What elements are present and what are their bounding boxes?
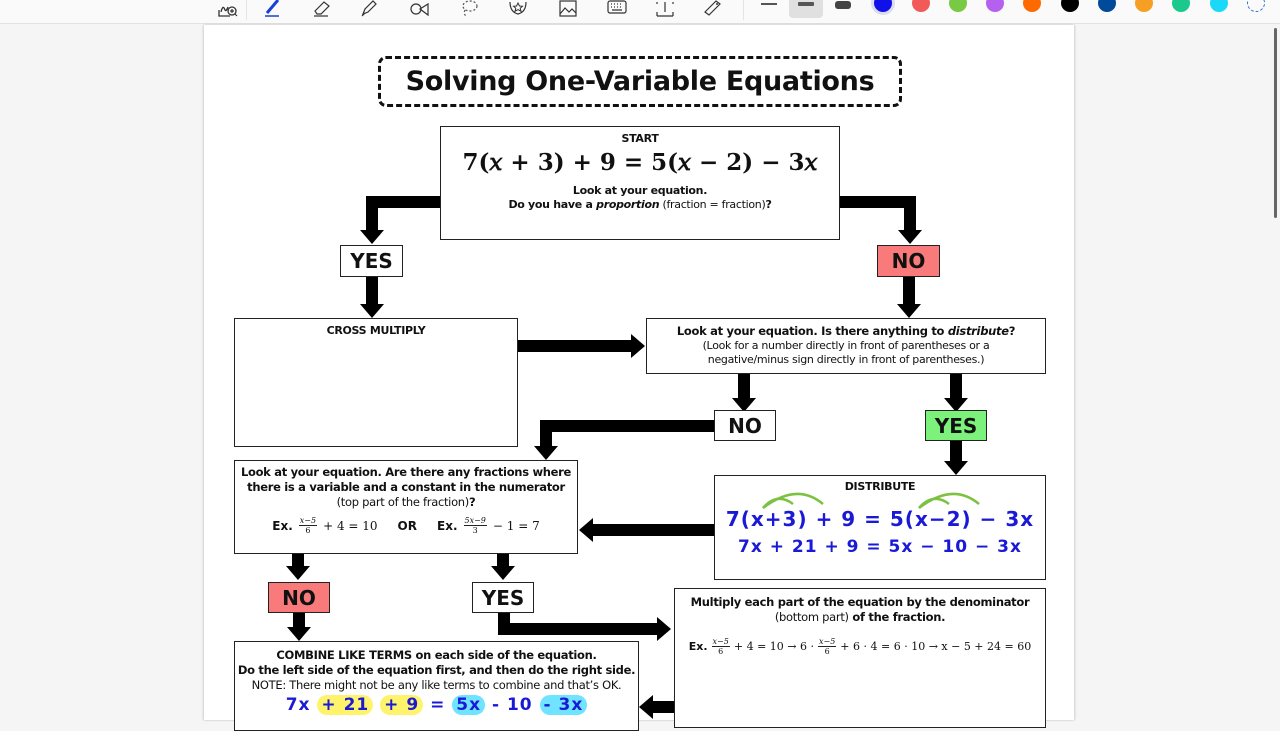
custom-color-picker-icon[interactable]: [1247, 0, 1265, 12]
connector: [540, 420, 552, 448]
fractions-examples: Ex. $\frac{x-5}{6}$ + 4 = 10 OR Ex. $\frac{5x-9}{3}$ − 1 = 7: [272, 516, 540, 535]
color-cyan[interactable]: [1210, 0, 1228, 12]
arrow-down-icon: [898, 230, 922, 244]
fractions-question-line3: (top part of the fraction)?: [336, 495, 476, 509]
connector: [498, 623, 658, 635]
multiply-line2: (bottom part) of the fraction.: [774, 610, 946, 624]
text-box-icon: [655, 0, 675, 18]
stroke-medium[interactable]: [789, 0, 823, 18]
arrow-down-icon: [360, 304, 384, 318]
keyboard-tool[interactable]: [606, 0, 628, 18]
color-red[interactable]: [912, 0, 930, 12]
arrow-left-icon: [579, 518, 593, 542]
eraser-icon: [312, 0, 332, 18]
distribute-handwritten-line1: 7(x+3) + 9 = 5(x−2) − 3x: [725, 507, 1035, 531]
fractions-question-line2: there is a variable and a constant in the numerator: [247, 480, 565, 494]
laser-pointer-tool[interactable]: [701, 0, 723, 18]
pen-tool[interactable]: [262, 0, 284, 18]
connector: [366, 196, 378, 232]
highlight-variable: 5x: [452, 695, 485, 715]
annotation-toolbar: [0, 0, 1280, 24]
fraction: $\frac{x-5}{6}$: [299, 516, 317, 535]
arrow-down-icon: [491, 566, 515, 580]
fractions-question-line1: Look at your equation. Are there any fractions where: [240, 465, 572, 479]
arrow-right-icon: [631, 334, 645, 358]
connector: [903, 277, 915, 305]
zoom-lasso-tool[interactable]: [217, 0, 239, 18]
highlight-constant: + 21: [317, 695, 373, 715]
connector: [950, 441, 962, 463]
stroke-thin[interactable]: [752, 0, 786, 18]
color-green[interactable]: [949, 0, 967, 12]
multiply-line1: Multiply each part of the equation by the denominator: [690, 595, 1030, 609]
fractions-question-box: [234, 460, 578, 554]
start-box: [440, 126, 840, 240]
arrow-down-icon: [944, 461, 968, 475]
combine-line2: Do the left side of the equation first, and then do the right side.: [237, 663, 636, 677]
distribute-question-line3: negative/minus sign directly in front of parentheses.): [707, 353, 985, 366]
shapes-tool[interactable]: [408, 0, 430, 18]
arrow-down-icon: [287, 627, 311, 641]
text-box-tool[interactable]: [654, 0, 676, 18]
yes-label-distribute: YES: [925, 410, 987, 441]
yes-label-fractions: YES: [472, 582, 534, 613]
connector: [518, 340, 632, 352]
start-line1: Look at your equation.: [572, 184, 708, 197]
image-icon: [558, 0, 578, 18]
yes-label-proportion: YES: [340, 245, 403, 277]
color-amber[interactable]: [1135, 0, 1153, 12]
distribute-question-line2: (Look for a number directly in front of parentheses or a: [702, 339, 990, 352]
connector: [904, 196, 916, 232]
color-orange[interactable]: [1023, 0, 1041, 12]
connector: [592, 524, 714, 536]
combine-handwritten: 7x + 21 + 9 = 5x - 10 - 3x: [235, 695, 638, 715]
highlighter-icon: [359, 0, 379, 18]
fraction: $\frac{5x-9}{3}$: [464, 516, 486, 535]
highlighter-tool[interactable]: [358, 0, 380, 18]
start-header: START: [621, 132, 659, 145]
toolbar-divider: [246, 0, 247, 20]
distribute-question-line1: Look at your equation. Is there anything to distribute?: [676, 324, 1016, 338]
cross-multiply-header: CROSS MULTIPLY: [326, 324, 426, 337]
start-equation: 7(𝑥 + 3) + 9 = 5(𝑥 − 2) − 3𝑥: [462, 149, 818, 176]
multiply-example: Ex. $\frac{x-5}{6}$ + 4 = 10 → 6 · $\frac{x-5}{6}$ + 6 · 4 = 6 · 10 → x − 5 + 24 = 60: [688, 637, 1032, 656]
connector: [652, 701, 674, 713]
page-title: Solving One-Variable Equations: [378, 56, 902, 107]
start-line2: Do you have a proportion (fraction = fraction)?: [508, 198, 772, 211]
distribute-header: DISTRIBUTE: [844, 480, 916, 493]
distribute-handwritten-line2: 7x + 21 + 9 = 5x − 10 − 3x: [738, 537, 1022, 557]
arrow-down-icon: [897, 304, 921, 318]
lasso-icon: [459, 0, 479, 18]
color-teal[interactable]: [1172, 0, 1190, 12]
lasso-tool[interactable]: [458, 0, 480, 18]
distribute-question-box: [646, 318, 1046, 374]
arrow-left-icon: [639, 695, 653, 719]
combine-line3: NOTE: There might not be any like terms to combine and that’s OK.: [251, 678, 622, 692]
color-navy[interactable]: [1098, 0, 1116, 12]
no-label-distribute: NO: [714, 410, 776, 441]
connector: [366, 277, 378, 305]
highlight-variable: - 3x: [540, 695, 588, 715]
connector: [950, 374, 962, 400]
combine-line1: COMBINE LIKE TERMS on each side of the equation.: [276, 648, 597, 662]
arrow-down-icon: [534, 446, 558, 460]
color-black[interactable]: [1061, 0, 1079, 12]
eraser-tool[interactable]: [311, 0, 333, 18]
distribute-arrows-annotation: [757, 486, 987, 514]
arrow-right-icon: [657, 617, 671, 641]
color-purple[interactable]: [986, 0, 1004, 12]
stroke-thick[interactable]: [826, 0, 860, 18]
color-blue-selected[interactable]: [874, 0, 892, 12]
scrollbar[interactable]: [1274, 28, 1277, 218]
sticker-icon: [508, 0, 528, 18]
connector: [738, 374, 750, 400]
image-tool[interactable]: [557, 0, 579, 18]
cross-multiply-box: [234, 318, 518, 447]
pen-icon: [263, 0, 283, 18]
highlight-constant: + 9: [380, 695, 423, 715]
shapes-icon: [409, 0, 429, 18]
toolbar-divider: [743, 0, 744, 20]
arrow-down-icon: [360, 230, 384, 244]
zoom-draw-icon: [218, 0, 238, 18]
no-label-fractions: NO: [268, 582, 330, 613]
keyboard-icon: [607, 0, 627, 18]
laser-pointer-icon: [702, 0, 722, 18]
no-label-proportion: NO: [877, 245, 940, 277]
connector: [540, 420, 714, 432]
combine-like-terms-box: [234, 641, 639, 731]
arrow-down-icon: [286, 566, 310, 580]
sticker-tool[interactable]: [507, 0, 529, 18]
distribute-box: [714, 475, 1046, 580]
multiply-denominator-box: [674, 588, 1046, 728]
